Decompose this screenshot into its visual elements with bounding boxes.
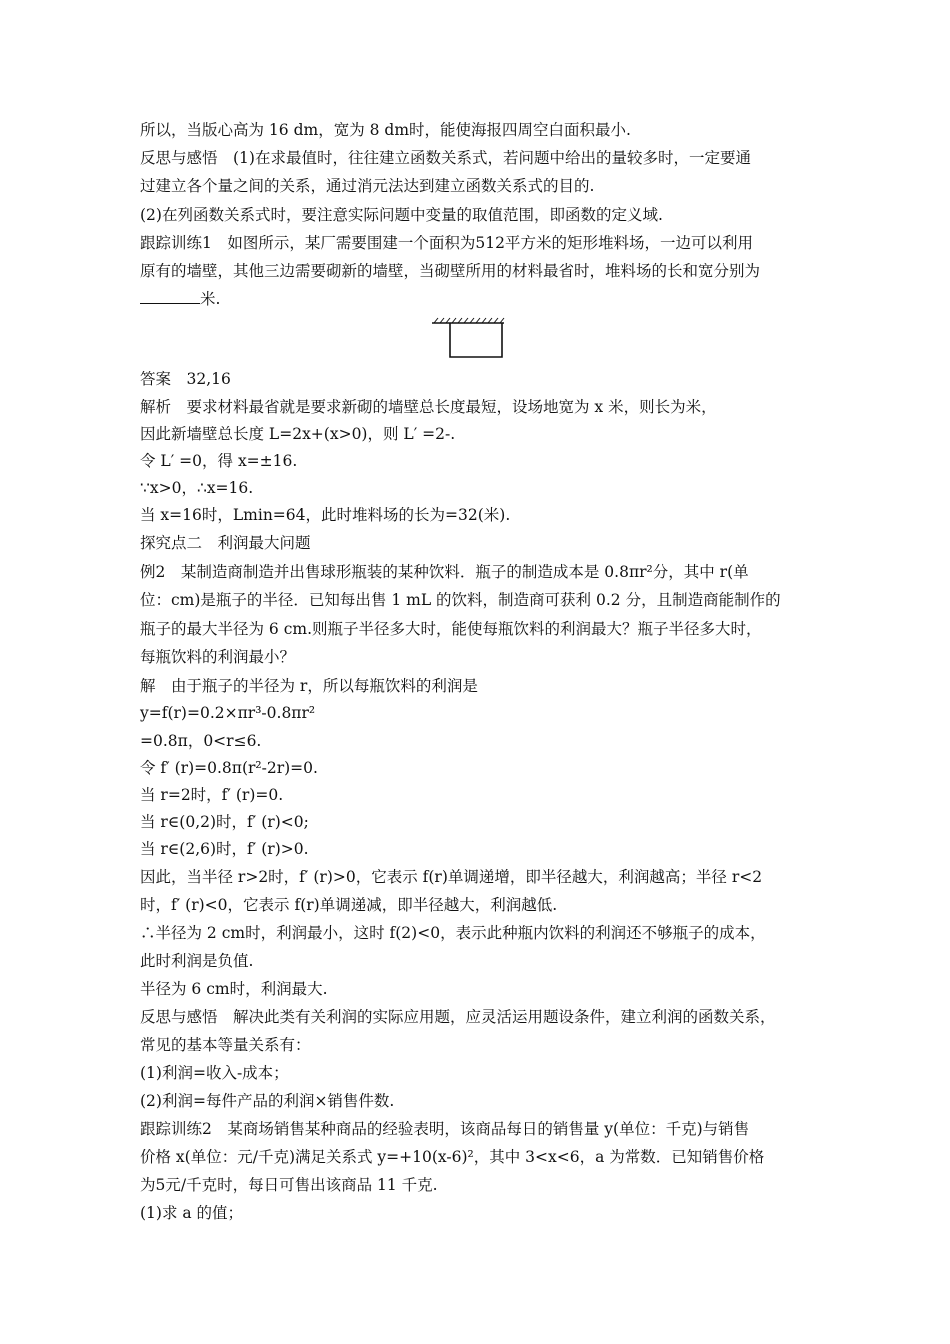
text-line: 常见的基本等量关系有：	[140, 1036, 311, 1054]
text-line: 令 f′ (r)=0.8π(r²-2r)=0.	[140, 759, 318, 777]
text-line: 每瓶饮料的利润最小？	[140, 648, 296, 666]
text-line: =0.8π，0<r≤6.	[140, 732, 262, 750]
text-line-with-blank	[140, 288, 220, 310]
text-line: 答案 32,16	[140, 370, 231, 388]
text-line: (1)利润=收入-成本；	[140, 1064, 289, 1082]
text-line: 所以，当版心高为 16 dm，宽为 8 dm时，能使海报四周空白面积最小.	[140, 121, 631, 139]
text-line: ∴半径为 2 cm时，利润最小，这时 f(2)<0，表示此种瓶内饮料的利润还不够瓶子的成本，	[140, 924, 766, 942]
text-line: 半径为 6 cm时，利润最大.	[140, 980, 328, 998]
text-line: (1)求 a 的值；	[140, 1204, 244, 1222]
text-line: 瓶子的最大半径为 6 cm.则瓶子半径多大时，能使每瓶饮料的利润最大？瓶子半径多大时，	[140, 620, 762, 638]
text-line: 价格 x(单位：元/千克)满足关系式 y=+10(x-6)²，其中 3<x<6，a 为常数．已知销售价格	[140, 1148, 765, 1166]
text-line: 令 L′ =0，得 x=±16.	[140, 452, 298, 470]
text-line: 例2 某制造商制造并出售球形瓶装的某种饮料．瓶子的制造成本是 0.8πr²分，其中 r(单	[140, 563, 749, 581]
text-line: 当 r∈(0,2)时，f′ (r)<0;	[140, 813, 309, 831]
wall-figure	[428, 315, 508, 363]
text-line: 因此新墙壁总长度 L=2x+(x>0)，则 L′ =2-.	[140, 425, 456, 443]
text-line: 当 r∈(2,6)时，f′ (r)>0.	[140, 840, 309, 858]
text-line: (2)在列函数关系式时，要注意实际问题中变量的取值范围，即函数的定义域.	[140, 206, 663, 224]
text-line: 原有的墙壁，其他三边需要砌新的墙壁，当砌壁所用的材料最省时，堆料场的长和宽分别为	[140, 262, 761, 280]
text-line: (2)利润=每件产品的利润×销售件数.	[140, 1092, 395, 1110]
text-line: 当 x=16时，Lmin=64，此时堆料场的长为=32(米).	[140, 506, 511, 524]
text-line: y=f(r)=0.2×πr³-0.8πr²	[140, 704, 316, 722]
text-fragment: 米.	[200, 290, 221, 308]
text-line: 因此，当半径 r>2时，f′ (r)>0，它表示 f(r)单调递增，即半径越大，利润越高；半径 r<2	[140, 868, 763, 886]
text-line: 反思与感悟 解决此类有关利润的实际应用题，应灵活运用题设条件，建立利润的函数关系，	[140, 1008, 776, 1026]
text-line: 跟踪训练1 如图所示，某厂需要围建一个面积为512平方米的矩形堆料场，一边可以利用	[140, 234, 753, 252]
text-line: 解析 要求材料最省就是要求新砌的墙壁总长度最短，设场地宽为 x 米，则长为米，	[140, 398, 717, 416]
answer-blank	[140, 289, 200, 304]
text-line: 为5元/千克时，每日可售出该商品 11 千克.	[140, 1176, 438, 1194]
text-line: 过建立各个量之间的关系，通过消元法达到建立函数关系式的目的.	[140, 177, 595, 195]
text-line: 解 由于瓶子的半径为 r，所以每瓶饮料的利润是	[140, 677, 478, 695]
text-line: ∵x>0，∴x=16.	[140, 479, 254, 497]
text-line: 反思与感悟 (1)在求最值时，往往建立函数关系式，若问题中给出的量较多时，一定要通	[140, 149, 751, 167]
text-line: 此时利润是负值.	[140, 952, 254, 970]
text-line: 当 r=2时，f′ (r)=0.	[140, 786, 284, 804]
section-heading: 探究点二 利润最大问题	[140, 534, 311, 552]
text-line: 时，f′ (r)<0，它表示 f(r)单调递减，即半径越大，利润越低.	[140, 896, 558, 914]
text-line: 跟踪训练2 某商场销售某种商品的经验表明，该商品每日的销售量 y(单位：千克)与销售	[140, 1120, 750, 1138]
text-line: 位：cm)是瓶子的半径．已知每出售 1 mL 的饮料，制造商可获利 0.2 分，且制造商能制作的	[140, 591, 781, 609]
